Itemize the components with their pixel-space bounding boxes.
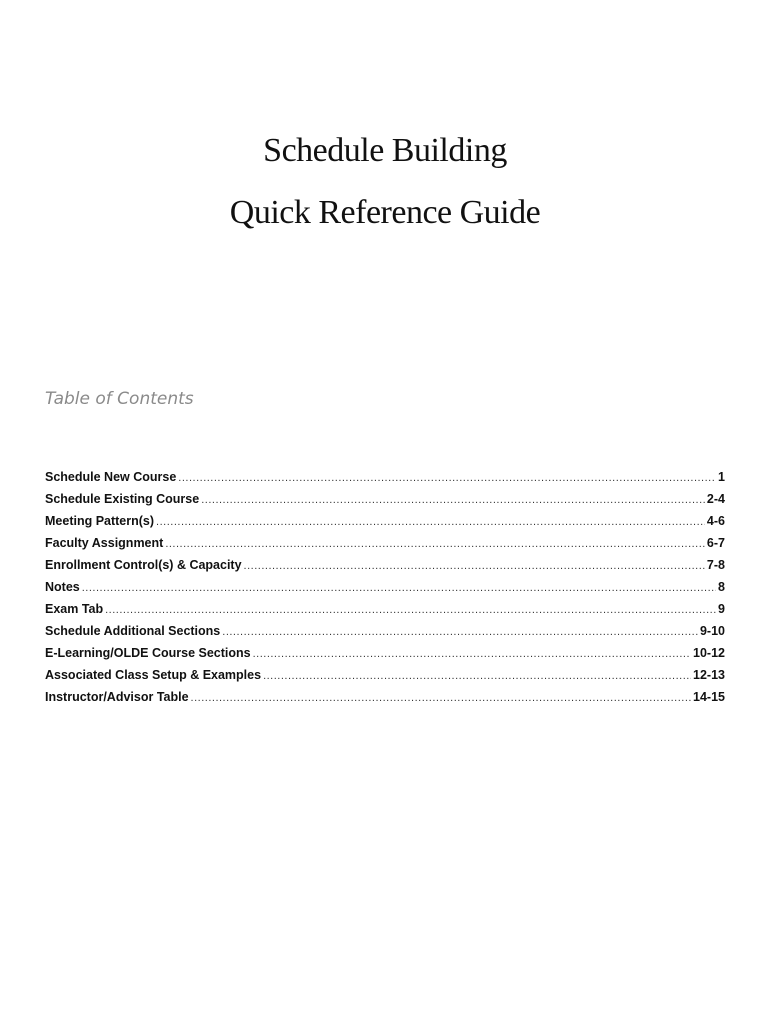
toc-dot-leader <box>178 472 716 484</box>
toc-entry <box>45 602 725 624</box>
toc-entry-page: 8 <box>718 580 725 594</box>
toc-entry-page: 4-6 <box>706 514 725 528</box>
toc-entry <box>45 536 725 558</box>
toc-entry-label: E-Learning/OLDE Course Sections <box>45 646 251 660</box>
toc-entry <box>45 470 725 492</box>
toc-heading: Table of Contents <box>45 389 194 409</box>
toc-entry <box>45 580 725 602</box>
toc-entry-label: Schedule New Course <box>45 470 177 484</box>
toc-entry-label: Schedule Additional Sections <box>45 624 221 638</box>
toc-entry <box>45 558 725 580</box>
toc-entry <box>45 668 725 690</box>
toc-entry-label: Instructor/Advisor Table <box>45 690 189 704</box>
toc-entry-page: 7-8 <box>706 558 725 572</box>
toc-entry-page: 1 <box>718 470 725 484</box>
toc-dot-leader <box>156 516 705 528</box>
toc-dot-leader <box>222 626 698 638</box>
toc-dot-leader <box>253 648 691 660</box>
toc-entry-label: Enrollment Control(s) & Capacity <box>45 558 242 572</box>
toc-entry-page: 9-10 <box>699 624 725 638</box>
toc-entry-label: Exam Tab <box>45 602 104 616</box>
toc-dot-leader <box>263 670 691 682</box>
toc-entry <box>45 646 725 668</box>
toc-entry-page: 14-15 <box>693 690 725 704</box>
toc-entry-label: Notes <box>45 580 80 594</box>
toc-entry-label: Schedule Existing Course <box>45 492 200 506</box>
toc-entry-page: 10-12 <box>693 646 725 660</box>
toc-entry <box>45 514 725 536</box>
toc-dot-leader <box>201 494 705 506</box>
toc-dot-leader <box>244 560 705 572</box>
toc-dot-leader <box>82 582 716 594</box>
toc-entry-page: 12-13 <box>693 668 725 682</box>
document-title-line-2: Quick Reference Guide <box>229 194 541 231</box>
table-of-contents <box>45 470 725 712</box>
toc-dot-leader <box>191 692 691 704</box>
toc-entry <box>45 492 725 514</box>
toc-entry-label: Associated Class Setup & Examples <box>45 668 262 682</box>
toc-entry-page: 2-4 <box>706 492 725 506</box>
toc-entry <box>45 690 725 712</box>
toc-entry-page: 9 <box>718 602 725 616</box>
toc-entry-page: 6-7 <box>706 536 725 550</box>
toc-entry <box>45 624 725 646</box>
toc-dot-leader <box>165 538 705 550</box>
document-title-line-1: Schedule Building <box>263 132 507 169</box>
toc-entry-label: Faculty Assignment <box>45 536 164 550</box>
toc-dot-leader <box>105 604 716 616</box>
toc-entry-label: Meeting Pattern(s) <box>45 514 155 528</box>
